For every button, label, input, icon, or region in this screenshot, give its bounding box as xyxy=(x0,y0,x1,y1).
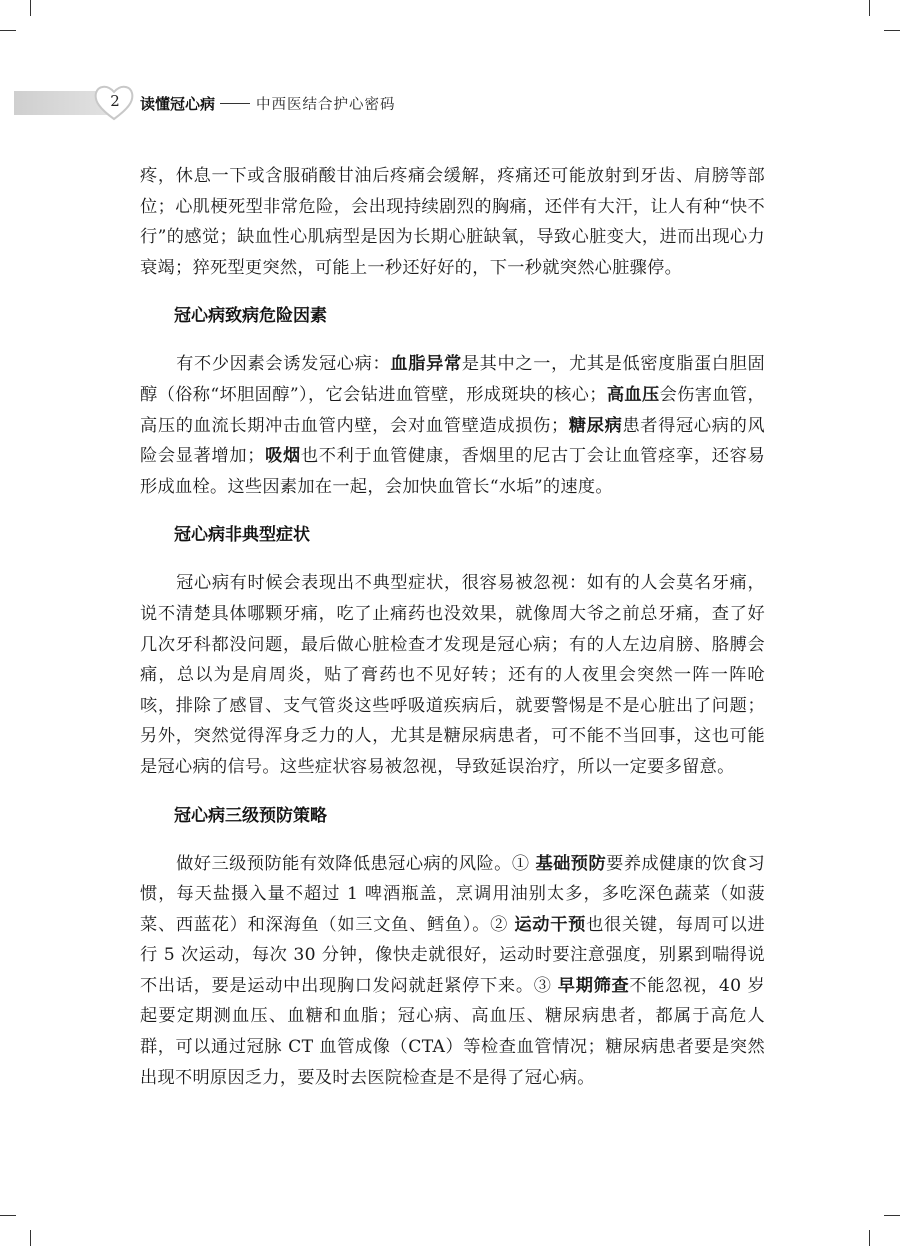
crop-mark xyxy=(884,30,900,31)
crop-mark xyxy=(30,0,31,16)
crop-mark xyxy=(869,1230,870,1246)
term-hypertension: 高血压 xyxy=(606,384,660,405)
prevention-paragraph xyxy=(140,849,765,1094)
section-heading-prevention: 冠心病三级预防策略 xyxy=(174,805,327,826)
book-subtitle: 中西医结合护心密码 xyxy=(256,97,396,113)
book-title: 读懂冠心病 xyxy=(140,95,216,113)
text-segment: 是其中之一，尤其是低密度脂蛋白胆固醇（俗称“坏胆固醇”），它会钻进血管壁，形成斑块的核心； xyxy=(140,354,766,405)
term-dyslipidemia: 血脂异常 xyxy=(390,354,462,375)
text-segment: 不能忽视，40 岁起要定期测血压、血糖和血脂；冠心病、高血压、糖尿病患者，都属于高危人群，可以通过冠脉 CT 血管成像（CTA）等检查血管情况；糖尿病患者要是突然出现不明原因乏力，要及时去医院检查是不是得了冠心病。 xyxy=(140,975,766,1088)
title-separator xyxy=(220,103,250,104)
page-number: 2 xyxy=(110,92,120,110)
text-segment: 会伤害血管，高压的血流长期冲击血管内壁，会对血管壁造成损伤； xyxy=(140,384,765,436)
crop-mark xyxy=(30,1230,31,1246)
intro-paragraph: 疼，休息一下或含服硝酸甘油后疼痛会缓解，疼痛还可能放射到牙齿、肩膀等部位；心肌梗死型非常危险，会出现持续剧烈的胸痛，还伴有大汗，让人有种“快不行”的感觉；缺血性心肌病型是因为长期心脏缺氧，导致心脏变大，进而出现心力衰竭；猝死型更突然，可能上一秒还好好的，下一秒就突然心脏骤停。 xyxy=(140,166,765,278)
text-segment: 也不利于血管健康，香烟里的尼古丁会让血管痉挛，还容易形成血栓。这些因素加在一起，会加快血管长“水垢”的速度。 xyxy=(140,446,765,497)
page-body xyxy=(140,161,765,1093)
risk-factors-paragraph xyxy=(140,349,765,502)
section-heading-risk-factors: 冠心病致病危险因素 xyxy=(174,306,327,327)
term-basic-prevention: 基础预防 xyxy=(535,853,607,874)
term-diabetes: 糖尿病 xyxy=(568,415,623,436)
term-exercise-intervention: 运动干预 xyxy=(514,914,587,935)
term-smoking: 吸烟 xyxy=(264,446,301,467)
text-segment: 做好三级预防能有效降低患冠心病的风险。① xyxy=(176,853,536,874)
crop-mark xyxy=(0,30,16,31)
text-segment: 有不少因素会诱发冠心病： xyxy=(176,354,391,375)
text-segment: 要养成健康的饮食习惯，每天盐摄入量不超过 1 啤酒瓶盖，烹调用油别太多，多吃深色蔬菜（如菠菜、西蓝花）和深海鱼（如三文鱼、鳕鱼）。② xyxy=(140,853,766,935)
crop-mark xyxy=(869,0,870,16)
crop-mark xyxy=(0,1215,16,1216)
text-segment: 也很关键，每周可以进行 5 次运动，每次 30 分钟，像快走就很好，运动时要注意强度，别累到喘得说不出话，要是运动中出现胸口发闷就赶紧停下来。③ xyxy=(140,914,766,996)
atypical-symptoms-paragraph: 冠心病有时候会表现出不典型症状，很容易被忽视：如有的人会莫名牙痛，说不清楚具体哪颗牙痛，吃了止痛药也没效果，就像周大爷之前总牙痛，查了好几次牙科都没问题，最后做心脏检查才发现是冠心病；有的人左边肩膀、胳膊会痛，总以为是肩周炎，贴了膏药也不见好转；还有的人夜里会突然一阵一阵呛咳，排除了感冒、支气管炎这些呼吸道疾病后，就要警惕是不是心脏出了问题；另外，突然觉得浑身乏力的人，尤其是糖尿病患者，可不能不当回事，这也可能是冠心病的信号。这些症状容易被忽视，导致延误治疗，所以一定要多留意。 xyxy=(140,573,765,777)
section-heading-atypical-symptoms: 冠心病非典型症状 xyxy=(174,525,310,546)
text-segment: 患者得冠心病的风险会显著增加； xyxy=(140,415,765,467)
crop-mark xyxy=(884,1215,900,1216)
term-early-screening: 早期筛查 xyxy=(557,975,630,996)
